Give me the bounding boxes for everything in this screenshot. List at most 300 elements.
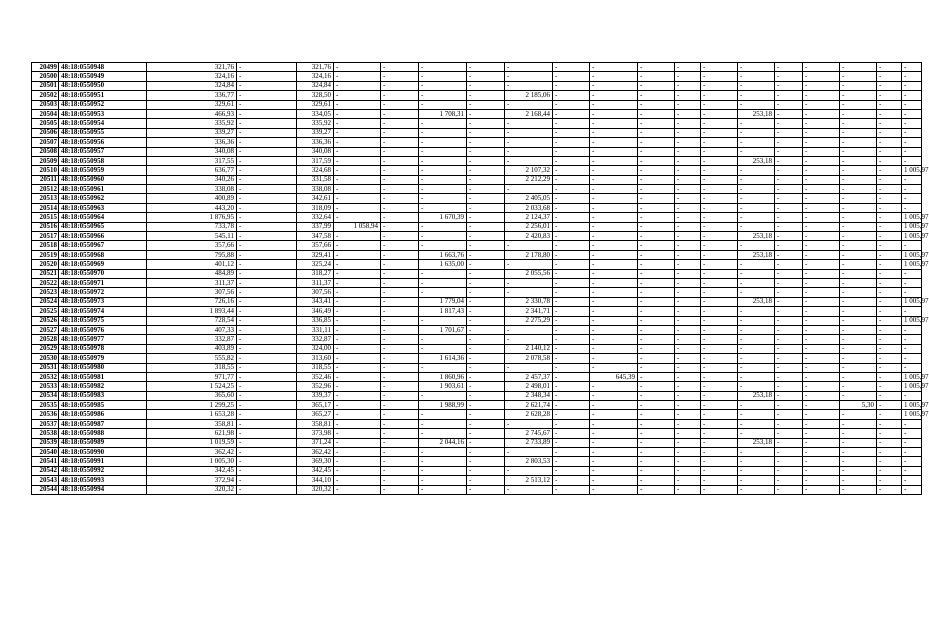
table-cell: - xyxy=(334,344,381,353)
table-cell: - xyxy=(419,81,467,90)
table-cell: - xyxy=(877,269,902,278)
table-row xyxy=(32,457,922,466)
table-cell: - xyxy=(381,232,419,241)
table-cell: 1 005,97 xyxy=(902,316,922,325)
table-cell: - xyxy=(237,119,297,128)
table-cell: - xyxy=(505,119,553,128)
table-row xyxy=(32,316,922,325)
table-cell: 338,08 xyxy=(147,185,237,194)
row-number: 20506 xyxy=(32,128,59,137)
table-cell: - xyxy=(237,166,297,175)
table-cell: - xyxy=(553,316,590,325)
table-cell: 407,33 xyxy=(147,325,237,334)
table-cell: - xyxy=(553,269,590,278)
table-cell: - xyxy=(237,156,297,165)
table-cell: - xyxy=(553,260,590,269)
table-cell: - xyxy=(638,344,675,353)
table-cell: 2 212,29 xyxy=(505,175,553,184)
table-cell: - xyxy=(840,316,877,325)
table-cell: - xyxy=(334,476,381,485)
table-cell: - xyxy=(840,156,877,165)
table-cell: - xyxy=(675,372,701,381)
table-cell: - xyxy=(775,354,803,363)
table-cell: - xyxy=(675,307,701,316)
row-number: 20526 xyxy=(32,316,59,325)
table-cell: - xyxy=(237,297,297,306)
table-cell: - xyxy=(840,232,877,241)
table-cell: 324,84 xyxy=(297,81,334,90)
table-cell: - xyxy=(738,382,775,391)
table-row xyxy=(32,466,922,475)
table-cell: - xyxy=(638,222,675,231)
table-cell: - xyxy=(553,185,590,194)
table-cell: - xyxy=(553,307,590,316)
table-cell: 1 005,97 xyxy=(902,410,922,419)
table-row xyxy=(32,448,922,457)
table-cell: - xyxy=(803,203,840,212)
table-cell: - xyxy=(675,401,701,410)
table-cell: - xyxy=(701,72,738,81)
table-cell: - xyxy=(803,457,840,466)
table-cell: - xyxy=(419,391,467,400)
table-cell: - xyxy=(701,278,738,287)
table-cell: - xyxy=(237,372,297,381)
table-cell: 2 628,28 xyxy=(505,410,553,419)
table-cell: - xyxy=(877,419,902,428)
table-cell: - xyxy=(775,485,803,494)
table-cell: - xyxy=(738,457,775,466)
table-cell: - xyxy=(877,429,902,438)
table-cell: - xyxy=(505,363,553,372)
table-cell: 317,55 xyxy=(147,156,237,165)
table-cell: 1 817,43 xyxy=(419,307,467,316)
table-cell: - xyxy=(840,203,877,212)
table-cell: 362,42 xyxy=(297,448,334,457)
table-cell: 307,56 xyxy=(297,288,334,297)
table-cell: - xyxy=(638,401,675,410)
table-cell: - xyxy=(590,429,638,438)
table-cell: 253,18 xyxy=(738,156,775,165)
table-cell: - xyxy=(553,119,590,128)
row-number: 20522 xyxy=(32,278,59,287)
table-cell: - xyxy=(701,250,738,259)
table-cell: - xyxy=(675,81,701,90)
table-cell: 331,11 xyxy=(297,325,334,334)
table-cell: - xyxy=(505,288,553,297)
table-cell: - xyxy=(902,354,922,363)
table-cell: 342,45 xyxy=(147,466,237,475)
row-number: 20537 xyxy=(32,419,59,428)
table-cell: - xyxy=(840,297,877,306)
table-cell: - xyxy=(803,438,840,447)
table-cell: - xyxy=(803,278,840,287)
cadastral-number: 48:18:0550989 xyxy=(59,438,147,447)
table-cell: - xyxy=(237,391,297,400)
table-cell: - xyxy=(381,185,419,194)
table-cell: - xyxy=(738,307,775,316)
table-cell: - xyxy=(902,241,922,250)
table-cell: - xyxy=(553,354,590,363)
row-number: 20539 xyxy=(32,438,59,447)
table-cell: - xyxy=(590,241,638,250)
table-cell: - xyxy=(803,213,840,222)
table-cell: 2 621,74 xyxy=(505,401,553,410)
table-cell: - xyxy=(675,457,701,466)
cadastral-number: 48:18:0550954 xyxy=(59,119,147,128)
table-cell: - xyxy=(467,316,505,325)
cadastral-number: 48:18:0550969 xyxy=(59,260,147,269)
table-cell: - xyxy=(419,429,467,438)
table-body xyxy=(32,62,929,495)
table-cell: - xyxy=(590,100,638,109)
table-cell: - xyxy=(877,185,902,194)
table-cell: 324,00 xyxy=(297,344,334,353)
table-cell: - xyxy=(738,269,775,278)
table-cell: 733,78 xyxy=(147,222,237,231)
table-cell: - xyxy=(590,81,638,90)
row-number: 20516 xyxy=(32,222,59,231)
table-cell: - xyxy=(675,185,701,194)
table-cell: - xyxy=(840,213,877,222)
table-cell: - xyxy=(675,63,701,72)
table-cell: - xyxy=(381,91,419,100)
table-cell: - xyxy=(419,138,467,147)
table-cell: - xyxy=(638,372,675,381)
table-cell: - xyxy=(237,194,297,203)
table-row xyxy=(32,147,922,156)
cadastral-number: 48:18:0550982 xyxy=(59,382,147,391)
table-cell: - xyxy=(803,401,840,410)
table-cell: - xyxy=(590,128,638,137)
table-cell: - xyxy=(381,485,419,494)
cadastral-number: 48:18:0550968 xyxy=(59,250,147,259)
table-cell: - xyxy=(675,485,701,494)
table-cell: - xyxy=(590,250,638,259)
table-cell: - xyxy=(902,63,922,72)
table-cell: - xyxy=(467,138,505,147)
table-cell: - xyxy=(775,81,803,90)
table-cell: - xyxy=(877,147,902,156)
table-cell: - xyxy=(701,109,738,118)
table-cell: - xyxy=(237,138,297,147)
table-cell: - xyxy=(803,448,840,457)
table-cell: - xyxy=(334,297,381,306)
table-cell: - xyxy=(638,269,675,278)
table-cell: 324,16 xyxy=(297,72,334,81)
table-row xyxy=(32,185,922,194)
table-cell: - xyxy=(803,382,840,391)
table-cell: - xyxy=(237,448,297,457)
table-cell: - xyxy=(553,128,590,137)
table-cell: - xyxy=(877,485,902,494)
table-cell: - xyxy=(334,147,381,156)
table-cell: - xyxy=(840,429,877,438)
table-cell: - xyxy=(840,391,877,400)
cadastral-number: 48:18:0550963 xyxy=(59,203,147,212)
row-number: 20535 xyxy=(32,401,59,410)
table-cell: - xyxy=(701,260,738,269)
table-row xyxy=(32,213,922,222)
table-cell: - xyxy=(840,91,877,100)
table-cell: 2 078,58 xyxy=(505,354,553,363)
table-cell: - xyxy=(237,476,297,485)
table-cell: - xyxy=(419,241,467,250)
table-cell: - xyxy=(467,448,505,457)
table-cell: - xyxy=(334,354,381,363)
table-cell: - xyxy=(590,203,638,212)
table-cell: - xyxy=(553,344,590,353)
table-cell: - xyxy=(877,288,902,297)
table-cell: - xyxy=(877,438,902,447)
table-cell: - xyxy=(638,81,675,90)
table-cell: - xyxy=(334,372,381,381)
table-cell: 1 299,25 xyxy=(147,401,237,410)
table-cell: - xyxy=(419,410,467,419)
table-cell: 253,18 xyxy=(738,438,775,447)
table-cell: - xyxy=(840,241,877,250)
cadastral-number: 48:18:0550957 xyxy=(59,147,147,156)
table-cell: 1 005,30 xyxy=(147,457,237,466)
table-cell: - xyxy=(738,485,775,494)
table-cell: - xyxy=(334,81,381,90)
table-cell: - xyxy=(590,466,638,475)
row-number: 20514 xyxy=(32,203,59,212)
table-cell: 1 670,39 xyxy=(419,213,467,222)
table-cell: 1 005,97 xyxy=(902,382,922,391)
table-cell: 336,36 xyxy=(297,138,334,147)
table-row xyxy=(32,241,922,250)
table-cell: - xyxy=(467,91,505,100)
table-cell: 371,24 xyxy=(297,438,334,447)
table-cell: - xyxy=(902,391,922,400)
table-cell: - xyxy=(638,109,675,118)
table-cell: - xyxy=(840,175,877,184)
table-cell: - xyxy=(467,269,505,278)
table-cell: - xyxy=(840,72,877,81)
table-cell: 2 733,89 xyxy=(505,438,553,447)
table-cell: - xyxy=(840,138,877,147)
table-cell: - xyxy=(803,91,840,100)
table-cell: - xyxy=(467,222,505,231)
table-cell: - xyxy=(902,448,922,457)
table-cell: - xyxy=(775,72,803,81)
table-cell: - xyxy=(701,119,738,128)
table-cell: - xyxy=(419,419,467,428)
row-number: 20520 xyxy=(32,260,59,269)
table-cell: - xyxy=(738,448,775,457)
table-cell: - xyxy=(553,250,590,259)
table-cell: - xyxy=(381,119,419,128)
table-cell: - xyxy=(590,91,638,100)
table-cell: - xyxy=(419,156,467,165)
table-cell: 318,27 xyxy=(297,269,334,278)
table-cell: - xyxy=(419,147,467,156)
table-cell: - xyxy=(590,222,638,231)
table-cell: 253,18 xyxy=(738,109,775,118)
table-cell: - xyxy=(334,410,381,419)
table-cell: - xyxy=(553,438,590,447)
table-cell: - xyxy=(675,363,701,372)
cadastral-number: 48:18:0550949 xyxy=(59,72,147,81)
table-cell: 332,87 xyxy=(147,335,237,344)
table-cell: - xyxy=(638,250,675,259)
table-cell: 2 341,71 xyxy=(505,307,553,316)
row-number: 20517 xyxy=(32,232,59,241)
table-cell: - xyxy=(902,175,922,184)
table-cell: - xyxy=(505,448,553,457)
table-cell: - xyxy=(553,156,590,165)
table-row xyxy=(32,194,922,203)
table-cell: - xyxy=(840,457,877,466)
table-cell: - xyxy=(840,81,877,90)
table-cell: - xyxy=(334,203,381,212)
table-cell: - xyxy=(902,91,922,100)
table-cell: - xyxy=(775,335,803,344)
table-cell: 337,99 xyxy=(297,222,334,231)
table-cell: - xyxy=(419,363,467,372)
table-cell: 329,61 xyxy=(297,100,334,109)
row-number: 20541 xyxy=(32,457,59,466)
table-cell: - xyxy=(675,419,701,428)
table-cell: - xyxy=(840,109,877,118)
table-cell: - xyxy=(775,288,803,297)
table-cell: - xyxy=(553,63,590,72)
table-cell: - xyxy=(840,194,877,203)
table-cell: 2 803,53 xyxy=(505,457,553,466)
table-cell: 336,77 xyxy=(147,91,237,100)
table-cell: - xyxy=(505,466,553,475)
table-cell: - xyxy=(803,372,840,381)
table-cell: - xyxy=(381,410,419,419)
table-cell: - xyxy=(803,63,840,72)
table-cell: - xyxy=(840,222,877,231)
table-cell: - xyxy=(467,438,505,447)
table-row xyxy=(32,344,922,353)
cadastral-number: 48:18:0550973 xyxy=(59,297,147,306)
table-cell: - xyxy=(675,250,701,259)
table-cell: 2 124,37 xyxy=(505,213,553,222)
table-cell: 5,30 xyxy=(840,401,877,410)
table-cell: - xyxy=(775,232,803,241)
table-cell: - xyxy=(467,297,505,306)
cadastral-number: 48:18:0550980 xyxy=(59,363,147,372)
table-row xyxy=(32,401,922,410)
table-cell: - xyxy=(590,232,638,241)
table-cell: - xyxy=(701,372,738,381)
table-cell: - xyxy=(877,260,902,269)
table-cell: - xyxy=(553,448,590,457)
table-row xyxy=(32,128,922,137)
table-cell: - xyxy=(701,81,738,90)
table-cell: - xyxy=(419,100,467,109)
table-cell: 1 876,95 xyxy=(147,213,237,222)
table-cell: - xyxy=(381,429,419,438)
table-cell: - xyxy=(638,297,675,306)
table-cell: - xyxy=(237,278,297,287)
table-cell: 373,98 xyxy=(297,429,334,438)
table-cell: - xyxy=(334,485,381,494)
table-row xyxy=(32,269,922,278)
table-cell: - xyxy=(701,382,738,391)
table-cell: 2 256,01 xyxy=(505,222,553,231)
table-cell: - xyxy=(334,382,381,391)
table-cell: - xyxy=(553,213,590,222)
table-cell: - xyxy=(237,382,297,391)
cadastral-number: 48:18:0550983 xyxy=(59,391,147,400)
table-cell: - xyxy=(467,175,505,184)
cadastral-number: 48:18:0550956 xyxy=(59,138,147,147)
table-cell: - xyxy=(775,260,803,269)
table-cell: - xyxy=(902,203,922,212)
table-cell: - xyxy=(381,419,419,428)
table-cell: 324,16 xyxy=(147,72,237,81)
table-cell: - xyxy=(590,457,638,466)
table-cell: - xyxy=(553,429,590,438)
table-cell: - xyxy=(775,297,803,306)
cadastral-number: 48:18:0550990 xyxy=(59,448,147,457)
table-cell: - xyxy=(840,147,877,156)
table-cell: - xyxy=(553,419,590,428)
table-cell: - xyxy=(505,100,553,109)
table-cell: - xyxy=(237,147,297,156)
table-cell: - xyxy=(638,100,675,109)
table-cell: - xyxy=(775,278,803,287)
table-cell: - xyxy=(590,147,638,156)
table-cell: - xyxy=(590,109,638,118)
table-cell: - xyxy=(237,63,297,72)
row-number: 20540 xyxy=(32,448,59,457)
table-cell: - xyxy=(803,410,840,419)
cadastral-number: 48:18:0550978 xyxy=(59,344,147,353)
table-row xyxy=(32,278,922,287)
table-cell: 728,54 xyxy=(147,316,237,325)
table-cell: 332,87 xyxy=(297,335,334,344)
table-cell: - xyxy=(738,138,775,147)
table-cell: - xyxy=(775,222,803,231)
row-number: 20534 xyxy=(32,391,59,400)
table-cell: - xyxy=(505,325,553,334)
table-cell: - xyxy=(638,325,675,334)
table-cell: - xyxy=(775,307,803,316)
table-cell: - xyxy=(738,128,775,137)
row-number: 20500 xyxy=(32,72,59,81)
row-number: 20512 xyxy=(32,185,59,194)
table-cell: - xyxy=(701,476,738,485)
table-cell: 357,66 xyxy=(147,241,237,250)
table-cell: - xyxy=(775,269,803,278)
row-number: 20536 xyxy=(32,410,59,419)
table-cell: - xyxy=(638,476,675,485)
table-cell: 331,58 xyxy=(297,175,334,184)
table-cell: - xyxy=(381,81,419,90)
table-cell: - xyxy=(638,288,675,297)
table-cell: 1 988,99 xyxy=(419,401,467,410)
table-cell: - xyxy=(505,138,553,147)
row-number: 20525 xyxy=(32,307,59,316)
table-row xyxy=(32,260,922,269)
table-cell: - xyxy=(237,232,297,241)
table-cell: - xyxy=(334,466,381,475)
table-cell: - xyxy=(334,166,381,175)
table-cell: - xyxy=(701,232,738,241)
table-cell: 1 614,36 xyxy=(419,354,467,363)
table-cell: 1 005,97 xyxy=(902,250,922,259)
table-cell: - xyxy=(237,128,297,137)
table-cell: - xyxy=(237,250,297,259)
table-cell: - xyxy=(334,185,381,194)
table-cell: - xyxy=(738,354,775,363)
table-row xyxy=(32,203,922,212)
